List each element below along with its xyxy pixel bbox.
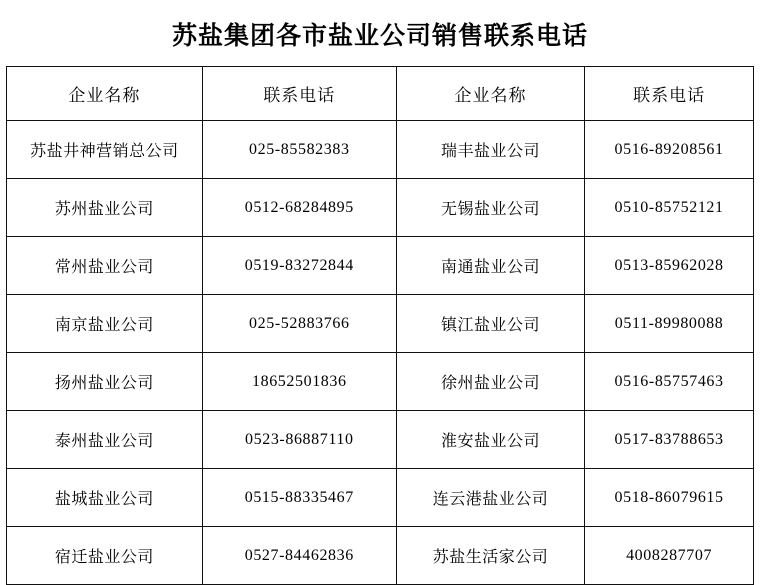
contact-phone: 0518-86079615	[585, 469, 754, 527]
company-name: 扬州盐业公司	[7, 353, 203, 411]
table-header-row	[7, 67, 754, 121]
contact-phone: 025-52883766	[202, 295, 396, 353]
company-name: 南京盐业公司	[7, 295, 203, 353]
contact-phone: 0516-85757463	[585, 353, 754, 411]
column-header-phone-1: 联系电话	[202, 67, 396, 121]
table-header	[7, 67, 754, 121]
company-name: 泰州盐业公司	[7, 411, 203, 469]
contact-phone: 025-85582383	[202, 121, 396, 179]
column-header-company-1: 企业名称	[7, 67, 203, 121]
contact-phone: 0513-85962028	[585, 237, 754, 295]
company-name: 苏盐井神营销总公司	[7, 121, 203, 179]
contact-phone: 0516-89208561	[585, 121, 754, 179]
table-body	[7, 121, 754, 585]
table-row	[7, 179, 754, 237]
contact-phone: 18652501836	[202, 353, 396, 411]
company-name: 苏盐生活家公司	[396, 527, 584, 585]
column-header-phone-2: 联系电话	[585, 67, 754, 121]
company-name: 南通盐业公司	[396, 237, 584, 295]
contact-phone: 0519-83272844	[202, 237, 396, 295]
contact-table	[6, 66, 754, 585]
column-header-company-2: 企业名称	[396, 67, 584, 121]
contact-phone: 0527-84462836	[202, 527, 396, 585]
table-row	[7, 295, 754, 353]
contact-phone: 0512-68284895	[202, 179, 396, 237]
contact-phone: 0523-86887110	[202, 411, 396, 469]
company-name: 苏州盐业公司	[7, 179, 203, 237]
company-name: 淮安盐业公司	[396, 411, 584, 469]
table-row	[7, 353, 754, 411]
company-name: 连云港盐业公司	[396, 469, 584, 527]
table-row	[7, 411, 754, 469]
company-name: 镇江盐业公司	[396, 295, 584, 353]
table-row	[7, 237, 754, 295]
table-row	[7, 121, 754, 179]
page-title: 苏盐集团各市盐业公司销售联系电话	[171, 23, 588, 50]
company-name: 无锡盐业公司	[396, 179, 584, 237]
company-name: 瑞丰盐业公司	[396, 121, 584, 179]
table-row	[7, 527, 754, 585]
contact-phone: 0515-88335467	[202, 469, 396, 527]
contact-phone: 0517-83788653	[585, 411, 754, 469]
company-name: 宿迁盐业公司	[7, 527, 203, 585]
contact-phone: 0511-89980088	[585, 295, 754, 353]
company-name: 盐城盐业公司	[7, 469, 203, 527]
contact-phone: 4008287707	[585, 527, 754, 585]
company-name: 徐州盐业公司	[396, 353, 584, 411]
contact-phone: 0510-85752121	[585, 179, 754, 237]
table-row	[7, 469, 754, 527]
company-name: 常州盐业公司	[7, 237, 203, 295]
